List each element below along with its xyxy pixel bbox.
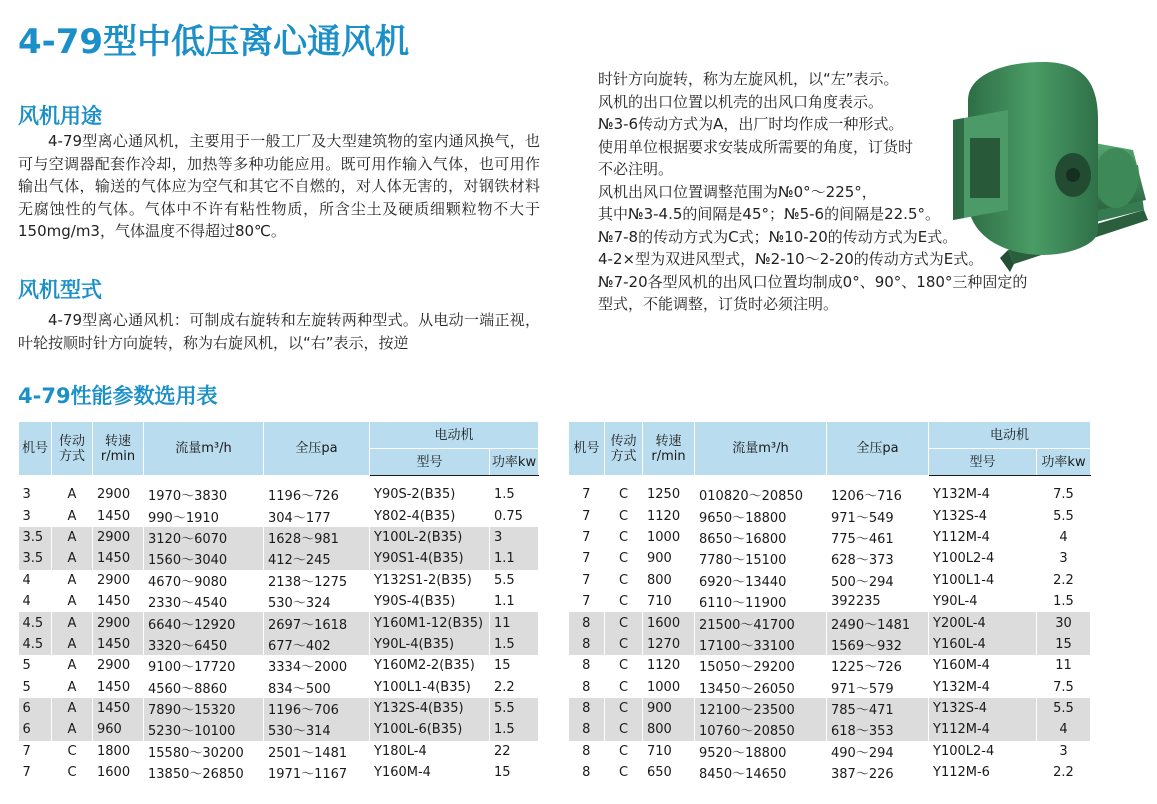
cell-model: Y160L-4 <box>929 634 1037 655</box>
cell-flow: 9520～18800 <box>695 741 827 762</box>
cell-pressure: 412～245 <box>264 548 370 569</box>
cell-model: Y90L-4(B35) <box>370 634 490 655</box>
col-header-drive: 传动方式 <box>52 422 93 476</box>
table-row <box>569 698 1091 719</box>
cell-drive: C <box>605 741 643 762</box>
table-row <box>569 484 1091 505</box>
cell-flow: 7780～15100 <box>695 548 827 569</box>
cell-flow: 9100～17720 <box>144 655 264 676</box>
cell-power: 1.1 <box>490 591 539 612</box>
table-title: 4-79性能参数选用表 <box>18 384 218 408</box>
cell-power: 7.5 <box>1037 484 1091 505</box>
cell-flow: 6640～12920 <box>144 612 264 633</box>
cell-flow: 4670～9080 <box>144 570 264 591</box>
cell-model: Y100L2-4 <box>929 741 1037 762</box>
cell-power: 0.75 <box>490 505 539 526</box>
cell-pressure: 775～461 <box>827 527 929 548</box>
cell-flow: 010820～20850 <box>695 484 827 505</box>
cell-speed: 1450 <box>93 591 144 612</box>
cell-flow: 1970～3830 <box>144 484 264 505</box>
cell-power: 5.5 <box>1037 505 1091 526</box>
cell-pressure: 387～226 <box>827 762 929 783</box>
cell-pressure: 392235 <box>827 591 929 612</box>
cell-drive: C <box>605 548 643 569</box>
cell-flow: 15050～29200 <box>695 655 827 676</box>
cell-model: Y132S-4(B35) <box>370 698 490 719</box>
cell-pressure: 971～579 <box>827 677 929 698</box>
cell-speed: 1000 <box>643 527 695 548</box>
cell-power: 15 <box>490 655 539 676</box>
table-row <box>569 677 1091 698</box>
right-line: №7-20各型风机的出风口位置均制成0°、90°、180°三种固定的 <box>598 272 1028 291</box>
cell-flow: 2330～4540 <box>144 591 264 612</box>
right-line: №3-6传动方式为A，出厂时均作成一种形式。 <box>598 115 904 133</box>
cell-machine-no: 6 <box>19 719 52 740</box>
form-text: 4-79型离心通风机：可制成右旋转和左旋转两种型式。从电动一端正视，叶轮按顺时针方向旋转，称为右旋风机，以“右”表示，按逆 <box>18 311 540 352</box>
cell-drive: A <box>52 634 93 655</box>
cell-flow: 21500～41700 <box>695 612 827 633</box>
cell-drive: C <box>605 719 643 740</box>
col-header-speed: 转速r/min <box>93 422 144 476</box>
col-header-flow: 流量m³/h <box>144 422 264 476</box>
cell-machine-no: 8 <box>569 612 605 633</box>
cell-machine-no: 4.5 <box>19 612 52 633</box>
cell-flow: 3120～6070 <box>144 527 264 548</box>
cell-flow: 3320～6450 <box>144 634 264 655</box>
cell-model: Y112M-4 <box>929 527 1037 548</box>
table-row <box>19 719 539 740</box>
cell-model: Y160M-4 <box>929 655 1037 676</box>
cell-speed: 1450 <box>93 634 144 655</box>
right-line: 风机的出口位置以机壳的出风口角度表示。 <box>598 92 884 111</box>
cell-speed: 710 <box>643 591 695 612</box>
cell-pressure: 785～471 <box>827 698 929 719</box>
table-row <box>569 570 1091 591</box>
col-header-power: 功率kw <box>490 449 539 476</box>
cell-drive: C <box>52 741 93 762</box>
usage-heading: 风机用途 <box>18 104 102 128</box>
cell-machine-no: 7 <box>569 505 605 526</box>
cell-drive: C <box>605 612 643 633</box>
cell-machine-no: 5 <box>19 655 52 676</box>
cell-drive: A <box>52 677 93 698</box>
cell-pressure: 1971～1167 <box>264 762 370 783</box>
cell-model: Y132S1-2(B35) <box>370 570 490 591</box>
cell-machine-no: 7 <box>569 527 605 548</box>
cell-machine-no: 3 <box>19 505 52 526</box>
table-row <box>19 612 539 633</box>
cell-model: Y100L-6(B35) <box>370 719 490 740</box>
cell-speed: 2900 <box>93 612 144 633</box>
cell-power: 2.2 <box>1037 570 1091 591</box>
table-row <box>569 655 1091 676</box>
cell-machine-no: 3 <box>19 484 52 505</box>
cell-pressure: 834～500 <box>264 677 370 698</box>
cell-pressure: 530～324 <box>264 591 370 612</box>
cell-pressure: 677～402 <box>264 634 370 655</box>
cell-machine-no: 4.5 <box>19 634 52 655</box>
cell-power: 2.2 <box>490 677 539 698</box>
right-line: 4-2×型为双进风型式，№2-10～2-20的传动方式为E式。 <box>598 250 984 268</box>
cell-machine-no: 4 <box>19 591 52 612</box>
cell-flow: 8450～14650 <box>695 762 827 783</box>
cell-model: Y112M-6 <box>929 762 1037 783</box>
col-header-machine-no: 机号 <box>569 422 605 476</box>
cell-model: Y200L-4 <box>929 612 1037 633</box>
usage-paragraph <box>18 130 540 243</box>
col-header-drive: 传动方式 <box>605 422 643 476</box>
cell-power: 11 <box>1037 655 1091 676</box>
col-header-speed: 转速r/min <box>643 422 695 476</box>
cell-flow: 12100～23500 <box>695 698 827 719</box>
cell-speed: 1450 <box>93 698 144 719</box>
performance-table-left <box>18 421 539 783</box>
col-header-pressure: 全压pa <box>264 422 370 476</box>
cell-model: Y132M-4 <box>929 677 1037 698</box>
cell-flow: 8650～16800 <box>695 527 827 548</box>
cell-speed: 960 <box>93 719 144 740</box>
cell-speed: 1800 <box>93 741 144 762</box>
cell-pressure: 2490～1481 <box>827 612 929 633</box>
cell-pressure: 1569～932 <box>827 634 929 655</box>
spacer-row <box>19 476 539 485</box>
cell-drive: A <box>52 655 93 676</box>
fan-product-image <box>948 60 1148 272</box>
cell-speed: 2900 <box>93 570 144 591</box>
cell-speed: 2900 <box>93 484 144 505</box>
cell-machine-no: 8 <box>569 698 605 719</box>
cell-flow: 13850～26850 <box>144 762 264 783</box>
right-line: 风机出风口位置调整范围为№0°～225°， <box>598 182 877 201</box>
spacer-cell <box>19 476 539 485</box>
cell-pressure: 1196～706 <box>264 698 370 719</box>
usage-text: 4-79型离心通风机，主要用于一般工厂及大型建筑物的室内通风换气，也可与空调器配套作冷却，加热等多种功能应用。既可用作输入气体，也可用作输出气体，输送的气体应为空气和其它不自燃的，对人体无害的，对钢铁材料无腐蚀性的气体。气体中不许有粘性物质，所含尘土及硬质细颗粒物不大于150mg/m3，气体温度不得超过80℃。 <box>18 132 540 240</box>
table-row <box>19 762 539 783</box>
cell-drive: A <box>52 484 93 505</box>
col-header-motor: 电动机 <box>370 422 539 449</box>
right-line: 型式，不能调整，订货时必须注明。 <box>598 295 839 313</box>
cell-flow: 5230～10100 <box>144 719 264 740</box>
cell-flow: 6110～11900 <box>695 591 827 612</box>
cell-power: 5.5 <box>490 698 539 719</box>
right-line: 使用单位根据要求安装成所需要的角度，订货时 <box>598 137 914 156</box>
cell-speed: 900 <box>643 698 695 719</box>
cell-drive: C <box>605 677 643 698</box>
cell-speed: 1600 <box>93 762 144 783</box>
cell-model: Y100L1-4(B35) <box>370 677 490 698</box>
cell-power: 5.5 <box>1037 698 1091 719</box>
cell-machine-no: 7 <box>19 741 52 762</box>
cell-speed: 800 <box>643 719 695 740</box>
cell-model: Y90S-2(B35) <box>370 484 490 505</box>
table-row <box>19 484 539 505</box>
cell-machine-no: 7 <box>569 484 605 505</box>
cell-pressure: 530～314 <box>264 719 370 740</box>
cell-model: Y802-4(B35) <box>370 505 490 526</box>
cell-power: 3 <box>1037 741 1091 762</box>
col-header-model: 型号 <box>370 449 490 476</box>
table-row <box>569 527 1091 548</box>
cell-model: Y90L-4 <box>929 591 1037 612</box>
cell-model: Y100L2-4 <box>929 548 1037 569</box>
cell-power: 30 <box>1037 612 1091 633</box>
cell-power: 15 <box>490 762 539 783</box>
cell-flow: 990～1910 <box>144 505 264 526</box>
cell-pressure: 971～549 <box>827 505 929 526</box>
table-row <box>569 548 1091 569</box>
cell-power: 1.1 <box>490 548 539 569</box>
cell-machine-no: 8 <box>569 677 605 698</box>
cell-machine-no: 8 <box>569 634 605 655</box>
right-line: 其中№3-4.5的间隔是45°；№5-6的间隔是22.5°。 <box>598 205 940 223</box>
cell-model: Y100L1-4 <box>929 570 1037 591</box>
cell-drive: A <box>52 548 93 569</box>
cell-machine-no: 8 <box>569 655 605 676</box>
cell-flow: 10760～20850 <box>695 719 827 740</box>
performance-table-right <box>568 421 1091 783</box>
cell-machine-no: 8 <box>569 762 605 783</box>
table-row <box>19 570 539 591</box>
cell-drive: C <box>605 655 643 676</box>
cell-drive: C <box>605 762 643 783</box>
table-row <box>569 719 1091 740</box>
cell-speed: 1120 <box>643 655 695 676</box>
cell-speed: 1450 <box>93 505 144 526</box>
table-row <box>569 591 1091 612</box>
cell-power: 1.5 <box>1037 591 1091 612</box>
cell-pressure: 2138～1275 <box>264 570 370 591</box>
right-line: 不必注明。 <box>598 160 674 178</box>
table-row <box>19 591 539 612</box>
col-header-model: 型号 <box>929 449 1037 476</box>
cell-speed: 710 <box>643 741 695 762</box>
cell-drive: C <box>605 634 643 655</box>
col-header-motor: 电动机 <box>929 422 1091 449</box>
cell-drive: C <box>605 570 643 591</box>
cell-drive: A <box>52 591 93 612</box>
cell-power: 1.5 <box>490 634 539 655</box>
cell-model: Y100L-2(B35) <box>370 527 490 548</box>
cell-power: 4 <box>1037 719 1091 740</box>
cell-drive: C <box>605 591 643 612</box>
cell-flow: 9650～18800 <box>695 505 827 526</box>
cell-machine-no: 3.5 <box>19 548 52 569</box>
cell-model: Y180L-4 <box>370 741 490 762</box>
cell-pressure: 1206～716 <box>827 484 929 505</box>
cell-pressure: 628～373 <box>827 548 929 569</box>
table-row <box>19 698 539 719</box>
table-row <box>19 527 539 548</box>
cell-model: Y160M1-12(B35) <box>370 612 490 633</box>
cell-model: Y160M-4 <box>370 762 490 783</box>
cell-machine-no: 3.5 <box>19 527 52 548</box>
cell-model: Y90S1-4(B35) <box>370 548 490 569</box>
cell-power: 11 <box>490 612 539 633</box>
cell-power: 3 <box>490 527 539 548</box>
cell-drive: A <box>52 570 93 591</box>
cell-flow: 15580～30200 <box>144 741 264 762</box>
cell-speed: 1450 <box>93 548 144 569</box>
spacer-cell <box>569 476 1091 485</box>
cell-model: Y132S-4 <box>929 698 1037 719</box>
form-heading: 风机型式 <box>18 278 102 302</box>
table-body-left <box>19 476 539 784</box>
cell-power: 4 <box>1037 527 1091 548</box>
cell-machine-no: 7 <box>569 591 605 612</box>
cell-drive: A <box>52 698 93 719</box>
cell-power: 22 <box>490 741 539 762</box>
table-row <box>569 741 1091 762</box>
table-row <box>19 548 539 569</box>
cell-drive: C <box>605 505 643 526</box>
spacer-row <box>569 476 1091 485</box>
cell-speed: 1250 <box>643 484 695 505</box>
table-row <box>569 505 1091 526</box>
cell-drive: A <box>52 612 93 633</box>
cell-machine-no: 8 <box>569 741 605 762</box>
table-row <box>19 505 539 526</box>
cell-flow: 13450～26050 <box>695 677 827 698</box>
cell-flow: 17100～33100 <box>695 634 827 655</box>
cell-pressure: 1628～981 <box>264 527 370 548</box>
cell-model: Y132S-4 <box>929 505 1037 526</box>
cell-machine-no: 6 <box>19 698 52 719</box>
cell-drive: C <box>605 484 643 505</box>
table-row <box>569 612 1091 633</box>
cell-speed: 2900 <box>93 655 144 676</box>
cell-pressure: 3334～2000 <box>264 655 370 676</box>
cell-machine-no: 7 <box>569 570 605 591</box>
right-line: 时针方向旋转，称为左旋风机，以“左”表示。 <box>598 70 899 88</box>
cell-pressure: 618～353 <box>827 719 929 740</box>
cell-flow: 6920～13440 <box>695 570 827 591</box>
cell-pressure: 500～294 <box>827 570 929 591</box>
cell-drive: A <box>52 505 93 526</box>
cell-model: Y90S-4(B35) <box>370 591 490 612</box>
cell-drive: C <box>605 698 643 719</box>
cell-power: 1.5 <box>490 484 539 505</box>
cell-pressure: 2501～1481 <box>264 741 370 762</box>
cell-pressure: 2697～1618 <box>264 612 370 633</box>
cell-flow: 1560～3040 <box>144 548 264 569</box>
cell-flow: 4560～8860 <box>144 677 264 698</box>
cell-pressure: 490～294 <box>827 741 929 762</box>
table-row <box>569 762 1091 783</box>
cell-model: Y160M2-2(B35) <box>370 655 490 676</box>
cell-speed: 900 <box>643 548 695 569</box>
table-row <box>19 634 539 655</box>
table-row <box>19 741 539 762</box>
cell-speed: 1270 <box>643 634 695 655</box>
col-header-machine-no: 机号 <box>19 422 52 476</box>
table-body-right <box>569 476 1091 784</box>
page-title: 4-79型中低压离心通风机 <box>18 22 410 62</box>
cell-power: 15 <box>1037 634 1091 655</box>
cell-machine-no: 8 <box>569 719 605 740</box>
cell-power: 7.5 <box>1037 677 1091 698</box>
cell-power: 5.5 <box>490 570 539 591</box>
cell-flow: 7890～15320 <box>144 698 264 719</box>
cell-power: 3 <box>1037 548 1091 569</box>
cell-machine-no: 4 <box>19 570 52 591</box>
cell-pressure: 1225～726 <box>827 655 929 676</box>
cell-speed: 650 <box>643 762 695 783</box>
right-line: №7-8的传动方式为C式；№10-20的传动方式为E式。 <box>598 227 958 246</box>
cell-drive: C <box>605 527 643 548</box>
cell-speed: 1600 <box>643 612 695 633</box>
cell-machine-no: 7 <box>569 548 605 569</box>
cell-drive: A <box>52 719 93 740</box>
table-row <box>569 634 1091 655</box>
cell-model: Y112M-4 <box>929 719 1037 740</box>
table-row <box>19 655 539 676</box>
cell-pressure: 304～177 <box>264 505 370 526</box>
cell-drive: A <box>52 527 93 548</box>
col-header-flow: 流量m³/h <box>695 422 827 476</box>
cell-power: 1.5 <box>490 719 539 740</box>
cell-power: 2.2 <box>1037 762 1091 783</box>
cell-speed: 1120 <box>643 505 695 526</box>
cell-machine-no: 7 <box>19 762 52 783</box>
cell-model: Y132M-4 <box>929 484 1037 505</box>
cell-speed: 1450 <box>93 677 144 698</box>
cell-speed: 2900 <box>93 527 144 548</box>
col-header-pressure: 全压pa <box>827 422 929 476</box>
cell-speed: 1000 <box>643 677 695 698</box>
col-header-power: 功率kw <box>1037 449 1091 476</box>
form-paragraph <box>18 309 540 354</box>
cell-speed: 800 <box>643 570 695 591</box>
cell-pressure: 1196～726 <box>264 484 370 505</box>
table-row <box>19 677 539 698</box>
cell-machine-no: 5 <box>19 677 52 698</box>
cell-drive: C <box>52 762 93 783</box>
